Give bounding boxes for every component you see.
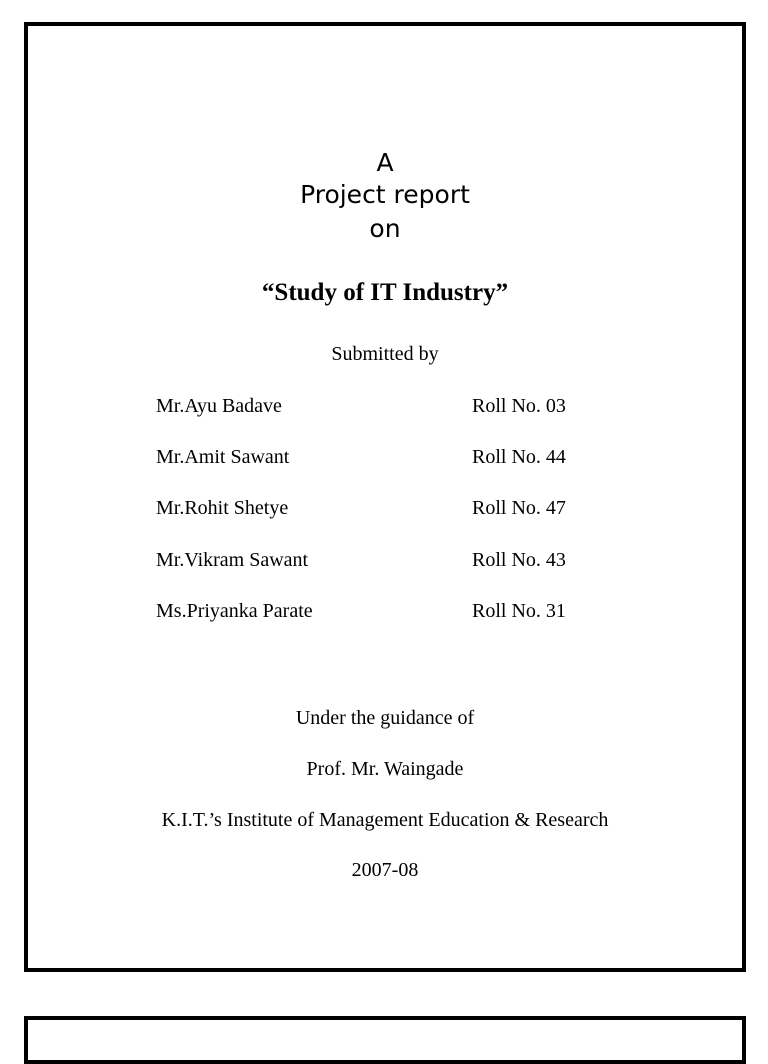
- guide-name: Prof. Mr. Waingade: [306, 758, 464, 780]
- member-name: Mr.Vikram Sawant: [156, 549, 309, 571]
- member-name: Mr.Ayu Badave: [156, 395, 282, 417]
- heading-on: on: [369, 214, 401, 243]
- member-name: Mr.Rohit Shetye: [156, 497, 289, 519]
- cover-page-border: [24, 22, 746, 972]
- member-roll: Roll No. 31: [472, 600, 566, 622]
- member-roll: Roll No. 43: [472, 549, 566, 571]
- institute-name: K.I.T.’s Institute of Management Education & Research: [161, 809, 609, 831]
- submitted-by-label: Submitted by: [331, 343, 439, 365]
- member-roll: Roll No. 44: [472, 446, 566, 468]
- member-name: Mr.Amit Sawant: [156, 446, 290, 468]
- heading-a: A: [376, 148, 394, 177]
- next-page-border: [24, 1016, 746, 1064]
- member-roll: Roll No. 03: [472, 395, 566, 417]
- member-roll: Roll No. 47: [472, 497, 566, 519]
- guidance-label: Under the guidance of: [295, 707, 475, 729]
- heading-project-report: Project report: [300, 180, 470, 209]
- member-name: Ms.Priyanka Parate: [156, 600, 313, 622]
- report-title: “Study of IT Industry”: [261, 279, 509, 306]
- academic-year: 2007-08: [351, 859, 419, 881]
